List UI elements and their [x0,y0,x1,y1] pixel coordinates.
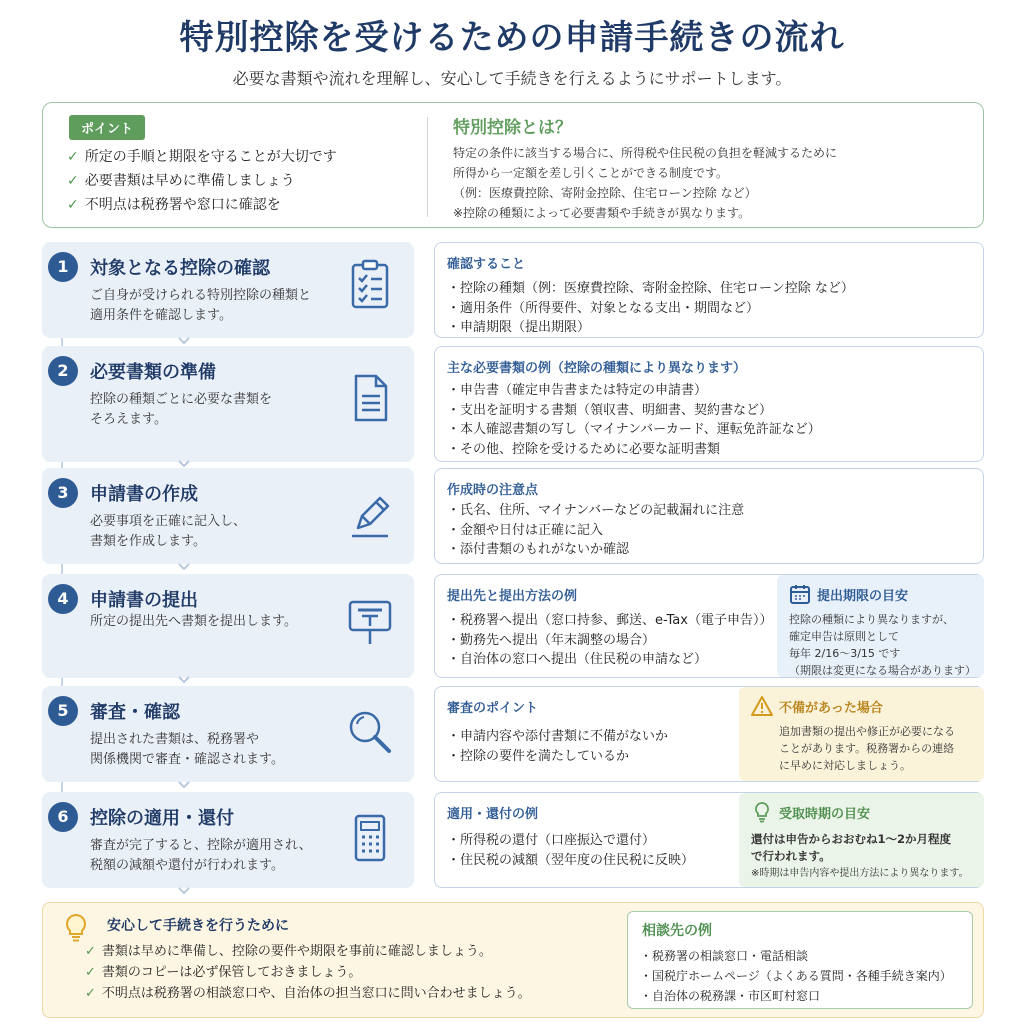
step-card-3 [42,468,414,564]
chevron-down-icon [178,781,190,789]
step-card-6 [42,792,414,888]
step-detail-3 [434,468,984,564]
detail-title: 作成時の注意点 [447,483,539,498]
detail-list [447,501,744,560]
check-icon: ✓ [67,197,79,213]
check-icon: ✓ [85,965,96,980]
list-item: ・添付書類のもれがないか確認 [447,542,630,557]
step-detail-4 [434,574,984,678]
list-item: ・控除の種類（例：医療費控除、寄附金控除、住宅ローン控除 など） [447,281,854,296]
step-detail-5 [434,686,984,782]
side-title: 受取時期の目安 [779,807,871,822]
list-item: ・申請期限（提出期限） [447,320,591,335]
list-item: ・税務署の相談窓口・電話相談 [640,949,809,963]
tips-section [42,902,984,1018]
point-list [67,145,337,217]
chevron-down-icon [178,676,190,684]
list-item: ✓ 不明点は税務署の相談窓口や、自治体の担当窓口に問い合わせましょう。 [85,986,531,1001]
list-item: ・税務署へ提出（窓口持参、郵送、e-Tax（電子申告）） [447,613,773,628]
check-icon: ✓ [85,944,96,959]
consult-box [627,911,973,1009]
step-title: 申請書の提出 [90,590,198,611]
about-title: 特別控除とは？ [453,118,572,138]
list-item: ・勤務先へ提出（年末調整の場合） [447,632,656,648]
deadline-note [777,575,984,677]
list-item: ・所得税の還付（口座振込で還付） [447,833,656,848]
step-title: 対象となる控除の確認 [90,258,270,279]
point-badge: ポイント [69,115,145,140]
step-number: 2 [48,356,78,386]
detail-title: 提出先と提出方法の例 [447,589,578,604]
step-description: 提出された書類は、税務署や 関係機関で審査・確認されます。 [90,732,284,767]
step-description: 審査が完了すると、控除が適用され、 税額の減額や還付が行われます。 [90,838,312,873]
step-detail-1 [434,242,984,338]
step-card-4 [42,574,414,678]
step-detail-2 [434,346,984,462]
list-item: ✓ 書類は早めに準備し、控除の要件や期限を事前に確認しましょう。 [85,944,492,959]
side-text: 追加書類の提出や修正が必要になる ことがあります。税務署からの連絡 に早めに対応しましょう。 [779,725,955,772]
detail-list [447,831,694,870]
point-item: ✓ 所定の手順と期限を守ることが大切です [67,149,337,165]
refund-timing-note [739,793,984,887]
check-icon: ✓ [85,986,96,1001]
detail-title: 主な必要書類の例（控除の種類により異なります） [447,361,747,376]
list-item: ・その他、控除を受けるために必要な証明書類 [447,441,721,457]
detail-list [447,279,854,338]
page-subtitle: 必要な書類や流れを理解し、安心して手続きを行えるようにサポートします。 [232,69,792,88]
deficiency-note [739,687,984,781]
list-item: ・申告書（確定申告書または特定の申請書） [447,383,708,398]
chevron-down-icon [178,887,190,895]
step-description: 必要事項を正確に記入し、 書類を作成します。 [90,514,247,549]
tips-list [85,941,531,1004]
checklist-icon [344,258,396,310]
step-detail-6 [434,792,984,888]
list-item: ・自治体の窓口へ提出（住民税の申請など） [447,652,708,667]
postbox-icon [344,596,396,648]
step-description: 控除の種類ごとに必要な書類を そろえます。 [90,392,273,427]
side-title: 提出期限の目安 [817,589,909,604]
check-icon: ✓ [67,149,79,165]
document-icon [344,372,396,424]
chevron-down-icon [178,563,190,571]
detail-list [447,727,668,766]
side-text: 控除の種類により異なりますが、 確定申告は原則として 毎年 2/16〜3/15 です （期限は変更になる場合があります） [789,613,976,677]
side-text: 還付は申告からおおむね1〜2か月程度 で行われます。 ※時期は申告内容や提出方法により異なります。 [751,832,969,879]
list-item: ・適用条件（所得要件、対象となる支出・期間など） [447,300,760,316]
detail-list [447,611,772,670]
list-item: ・控除の要件を満たしているか [447,748,630,764]
list-item: ・本人確認書類の写し（マイナンバーカード、運転免許証など） [447,422,821,437]
list-item: ・国税庁ホームページ（よくある質問・各種手続き案内） [640,969,952,983]
warning-icon [751,695,773,717]
list-item: ・支出を証明する書類（領収書、明細書、契約書など） [447,402,773,418]
detail-title: 確認すること [447,257,526,272]
step-title: 控除の適用・還付 [90,808,234,829]
list-item: ・金額や日付は正確に記入 [447,522,604,538]
consult-list [640,946,952,1006]
list-item: ・住民税の減額（翌年度の住民税に反映） [447,852,695,868]
list-item: ・申請内容や添付書類に不備がないか [447,729,669,744]
list-item: ・自治体の税務課・市区町村窓口 [640,989,821,1003]
tips-title: 安心して手続きを行うために [107,918,289,934]
page-title: 特別控除を受けるための申請手続きの流れ [179,18,845,58]
point-section [42,102,984,228]
detail-title: 適用・還付の例 [447,807,539,822]
step-number: 6 [48,802,78,832]
pencil-icon [344,490,396,542]
lightbulb-icon [751,801,773,823]
chevron-down-icon [178,337,190,345]
calculator-icon [344,812,396,864]
step-number: 3 [48,478,78,508]
step-card-5 [42,686,414,782]
about-text: 特定の条件に該当する場合に、所得税や住民税の負担を軽減するために 所得から一定額を差し引くことができる制度です。 （例：医療費控除、寄附金控除、住宅ローン控除 など） ※控除の種類によって必要書類や手続きが異なります。 [453,146,838,220]
list-item: ✓ 書類のコピーは必ず保管しておきましょう。 [85,965,362,980]
step-number: 4 [48,584,78,614]
point-item: ✓ 必要書類は早めに準備しましょう [67,173,295,189]
detail-title: 審査のポイント [447,701,539,716]
check-icon: ✓ [67,173,79,189]
step-card-2 [42,346,414,462]
step-title: 審査・確認 [90,702,180,723]
magnifier-icon [344,706,396,758]
consult-title: 相談先の例 [642,923,712,939]
divider [427,117,428,217]
point-item: ✓ 不明点は税務署や窓口に確認を [67,197,281,213]
step-description: 所定の提出先へ書類を提出します。 [90,614,297,629]
detail-list [447,381,821,459]
side-title: 不備があった場合 [779,701,883,716]
chevron-down-icon [178,460,190,468]
step-title: 申請書の作成 [90,484,198,505]
step-title: 必要書類の準備 [90,362,216,383]
step-description: ご自身が受けられる特別控除の種類と 適用条件を確認します。 [90,288,312,323]
step-number: 1 [48,252,78,282]
step-number: 5 [48,696,78,726]
calendar-icon [789,583,811,605]
step-card-1 [42,242,414,338]
lightbulb-icon [63,913,89,943]
list-item: ・氏名、住所、マイナンバーなどの記載漏れに注意 [447,503,745,518]
